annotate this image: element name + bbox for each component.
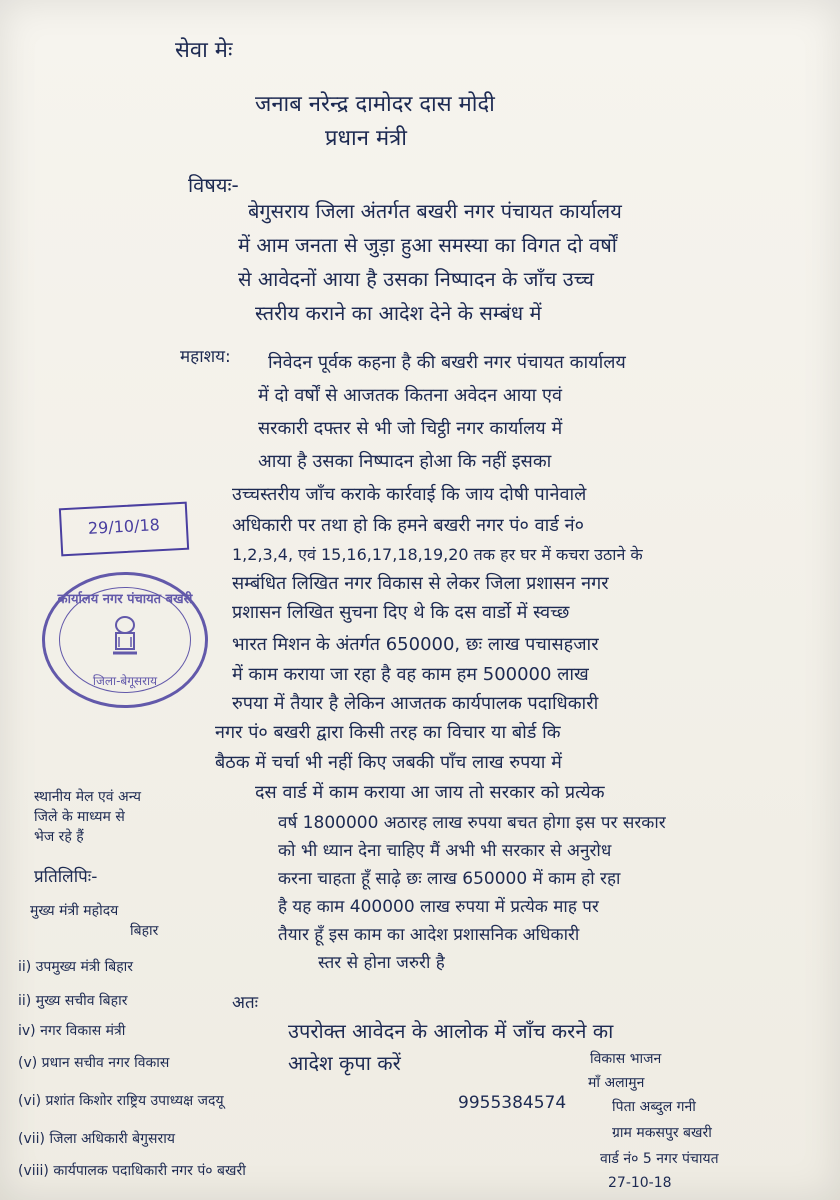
- sender-ward: वार्ड नं० 5 नगर पंचायत: [600, 1151, 719, 1167]
- sender-father-2: पिता अब्दुल गनी: [612, 1099, 696, 1115]
- body-line: नगर पं० बखरी द्वारा किसी तरह का विचार या बोर्ड कि: [215, 722, 561, 743]
- body-line: में दो वर्षों से आजतक कितना अवेदन आया एवं: [258, 385, 562, 406]
- body-line: सम्बंधित लिखित नगर विकास से लेकर जिला प्रशासन नगर: [232, 573, 609, 594]
- body-line: उच्चस्तरीय जाँच कराके कार्रवाई कि जाय दोषी पानेवाले: [232, 484, 587, 505]
- office-stamp: [42, 572, 208, 708]
- body-line: सरकारी दफ्तर से भी जो चिट्ठी नगर कार्यालय में: [258, 418, 563, 439]
- body-line: भारत मिशन के अंतर्गत 650000, छः लाख पचासहजार: [232, 634, 599, 655]
- body-line: रुपया में तैयार है लेकिन आजतक कार्यपालक पदाधिकारी: [232, 693, 599, 714]
- body-line: प्रशासन लिखित सुचना दिए थे कि दस वार्डो में स्वच्छ: [232, 602, 570, 623]
- body-line: करना चाहता हूँ साढ़े छः लाख 650000 में काम हो रहा: [278, 869, 621, 889]
- subject-label: विषयः-: [188, 173, 239, 197]
- sender-address: ग्राम मकसपुर बखरी: [612, 1125, 712, 1141]
- body-line: दस वार्ड में काम कराया आ जाय तो सरकार को प्रत्येक: [255, 782, 605, 803]
- stamp-top-text: कार्यालय नगर पंचायत बखरी: [57, 592, 193, 607]
- body-line: 1,2,3,4, एवं 15,16,17,18,19,20 तक हर घर में कचरा उठाने के: [232, 545, 643, 564]
- body-line: निवेदन पूर्वक कहना है की बखरी नगर पंचायत कार्यालय: [268, 352, 626, 373]
- subject-line-3: से आवेदनों आया है उसका निष्पादन के जाँच उच्च: [238, 267, 594, 291]
- closing-atah: अतः: [232, 993, 259, 1013]
- sender-date: 27-10-18: [608, 1175, 672, 1191]
- subject-line-1: बेगुसराय जिला अंतर्गत बखरी नगर पंचायत कार्यालय: [248, 199, 622, 223]
- copy-item: बिहार: [130, 923, 159, 939]
- copy-item: ii) मुख्य सचीव बिहार: [18, 993, 128, 1009]
- received-date: 29/10/18: [87, 515, 161, 538]
- copy-item: (vi) प्रशांत किशोर राष्ट्रिय उपाध्यक्ष जदयू: [18, 1093, 224, 1109]
- subject-line-4: स्तरीय कराने का आदेश देने के सम्बंध में: [255, 301, 542, 325]
- closing-line-1: उपरोक्त आवेदन के आलोक में जाँच करने का: [288, 1019, 614, 1043]
- body-line: को भी ध्यान देना चाहिए मैं अभी भी सरकार से अनुरोध: [278, 841, 612, 861]
- copy-item: iv) नगर विकास मंत्री: [18, 1023, 126, 1039]
- body-line: तैयार हूँ इस काम का आदेश प्रशासनिक अधिकारी: [278, 925, 580, 945]
- sender-father: माँ अलामुन: [588, 1075, 645, 1091]
- body-line: में काम कराया जा रहा है वह काम हम 500000 लाख: [232, 664, 589, 685]
- subject-line-2: में आम जनता से जुड़ा हुआ समस्या का विगत दो वर्षों: [238, 233, 617, 257]
- body-line: वर्ष 1800000 अठारह लाख रुपया बचत होगा इस पर सरकार: [278, 813, 666, 833]
- sender-phone: 9955384574: [458, 1093, 567, 1113]
- copy-item: (viii) कार्यपालक पदाधिकारी नगर पं० बखरी: [18, 1163, 246, 1179]
- copy-item: (vii) जिला अधिकारी बेगुसराय: [18, 1131, 175, 1147]
- stamp-bottom-text: जिला-बेगूसराय: [92, 674, 158, 688]
- body-line: स्तर से होना जरुरी है: [318, 953, 445, 973]
- body-line: अधिकारी पर तथा हो कि हमने बखरी नगर पं० वार्ड नं०: [232, 515, 584, 536]
- sender-name: विकास भाजन: [590, 1051, 662, 1067]
- copy-item: मुख्य मंत्री महोदय: [30, 903, 119, 919]
- recipient-designation: प्रधान मंत्री: [325, 126, 407, 151]
- body-line: आया है उसका निष्पादन होआ कि नहीं इसका: [258, 451, 552, 472]
- margin-note-line: भेज रहे हैं: [34, 829, 84, 845]
- body-line: बैठक में चर्चा भी नहीं किए जबकी पाँच लाख रुपया में: [215, 752, 562, 773]
- closing-line-2: आदेश कृपा करें: [288, 1051, 401, 1075]
- margin-note-line: स्थानीय मेल एवं अन्य: [34, 789, 141, 805]
- copy-label: प्रतिलिपिः-: [34, 867, 98, 887]
- body-line: है यह काम 400000 लाख रुपया में प्रत्येक माह पर: [278, 897, 599, 917]
- copy-item: ii) उपमुख्य मंत्री बिहार: [18, 959, 134, 975]
- national-emblem-icon: [105, 613, 145, 663]
- greeting: महाशय:: [180, 347, 231, 367]
- margin-note-line: जिले के माध्यम से: [34, 809, 125, 825]
- copy-item: (v) प्रधान सचीव नगर विकास: [18, 1055, 170, 1071]
- received-initial-box: [59, 502, 189, 557]
- recipient-name: जनाब नरेन्द्र दामोदर दास मोदी: [255, 92, 495, 117]
- salutation: सेवा मेः: [175, 38, 233, 63]
